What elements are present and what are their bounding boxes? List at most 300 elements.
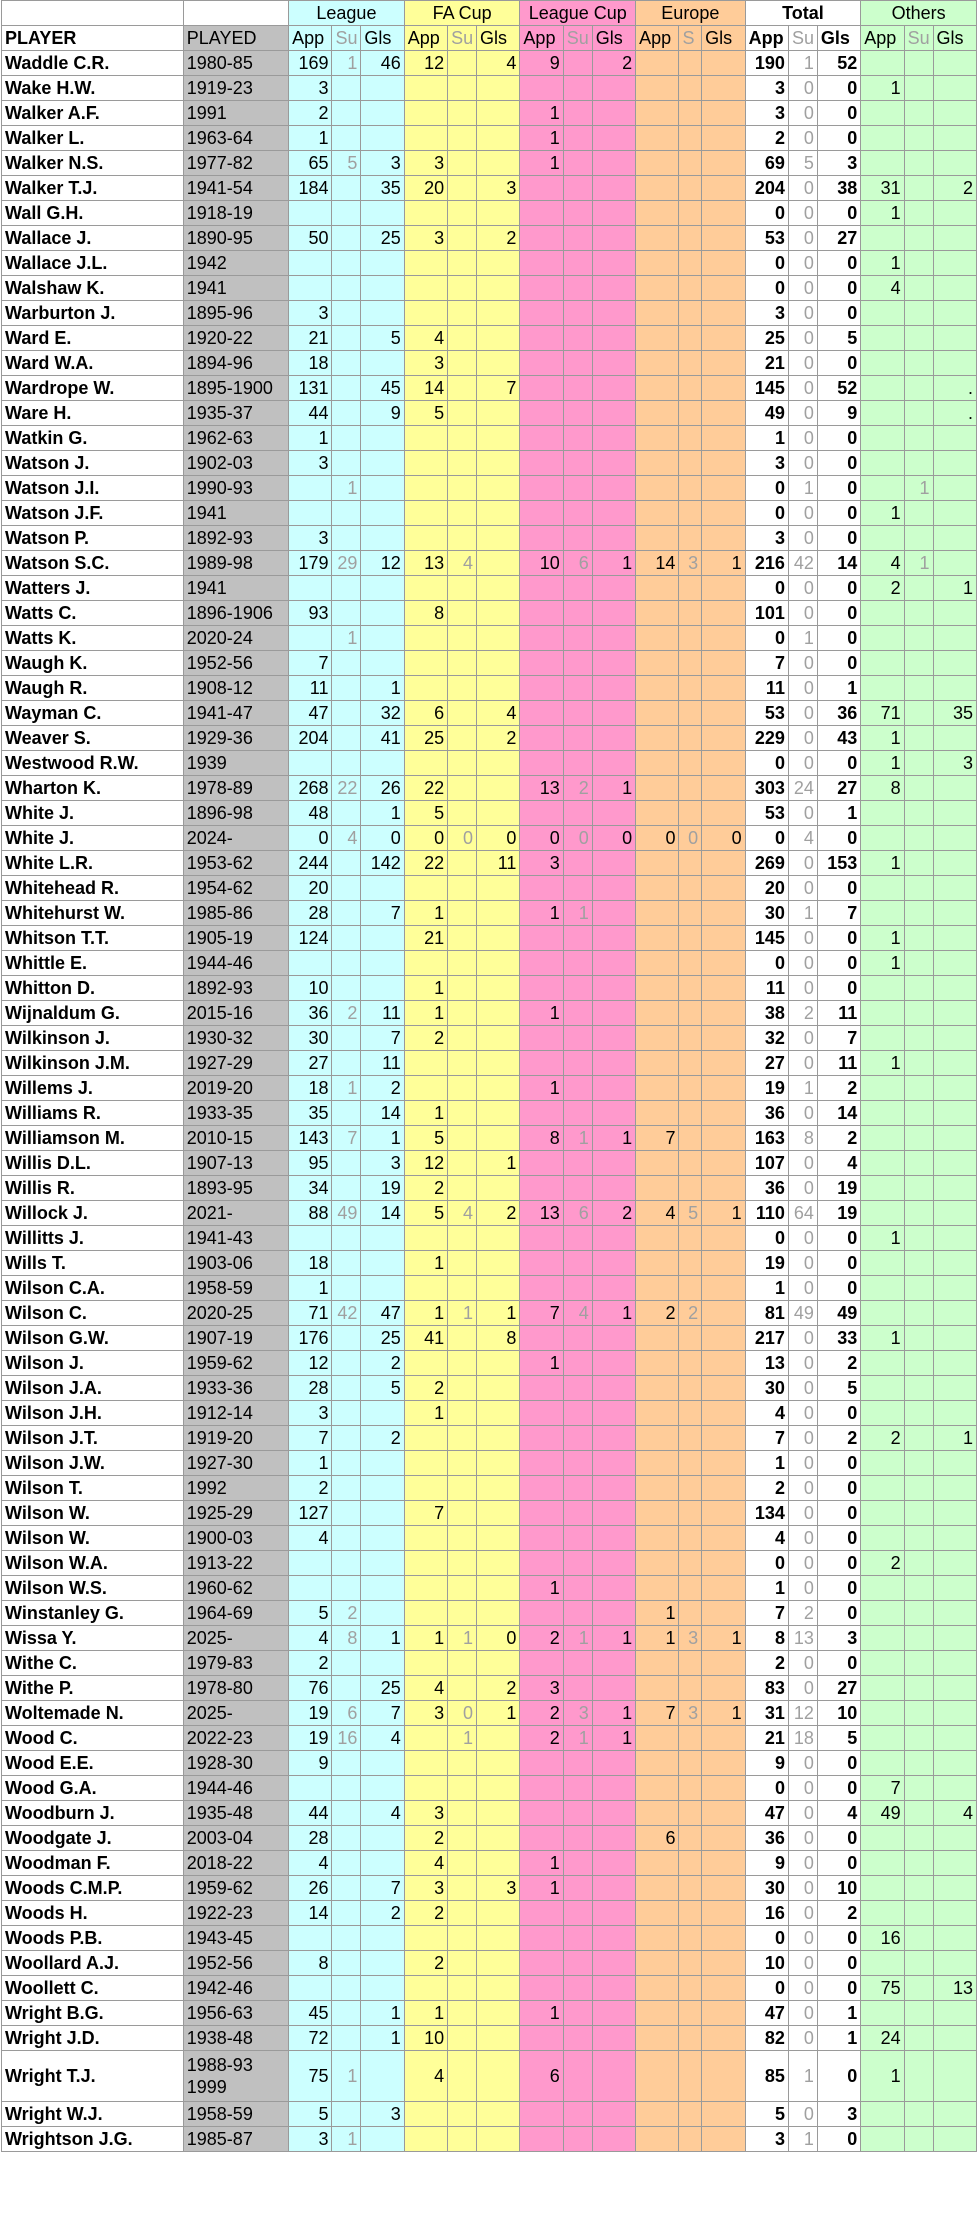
stat-cell bbox=[563, 1751, 592, 1776]
stat-cell bbox=[448, 1376, 477, 1401]
stat-cell bbox=[702, 226, 745, 251]
stat-cell bbox=[933, 1176, 976, 1201]
played-years-text: 1985-86 bbox=[186, 903, 253, 923]
stat-cell bbox=[520, 751, 563, 776]
played-years-text: 1958-59 bbox=[186, 2104, 253, 2124]
stat-cell bbox=[861, 476, 904, 501]
stat-cell bbox=[563, 1026, 592, 1051]
player-name: Wilson J.A. bbox=[2, 1376, 184, 1401]
stat-cell bbox=[636, 1526, 679, 1551]
stat-cell: 0 bbox=[788, 876, 817, 901]
stat-cell: 1 bbox=[520, 1076, 563, 1101]
played-years-text: 1919-23 bbox=[186, 78, 253, 98]
stat-cell bbox=[563, 1526, 592, 1551]
stat-cell: 13 bbox=[933, 1976, 976, 2001]
stat-cell: 1 bbox=[520, 1576, 563, 1601]
table-row bbox=[2, 701, 977, 726]
stat-cell bbox=[904, 951, 933, 976]
stat-cell bbox=[592, 1876, 635, 1901]
stat-cell bbox=[904, 1201, 933, 1226]
stat-cell: 4 bbox=[563, 1301, 592, 1326]
stat-cell bbox=[563, 1676, 592, 1701]
stat-cell: 21 bbox=[404, 926, 447, 951]
stat-cell bbox=[636, 176, 679, 201]
stat-cell: 2 bbox=[592, 1201, 635, 1226]
played-years-text: 1938-48 bbox=[186, 2028, 253, 2048]
played-years-text: 1958-59 bbox=[186, 1278, 253, 1298]
stat-cell bbox=[592, 326, 635, 351]
stat-cell bbox=[592, 701, 635, 726]
stat-cell bbox=[904, 1601, 933, 1626]
stat-cell bbox=[702, 351, 745, 376]
stat-cell: 176 bbox=[289, 1326, 332, 1351]
stat-cell: 0 bbox=[788, 176, 817, 201]
stat-cell: 29 bbox=[332, 551, 361, 576]
table-row bbox=[2, 1526, 977, 1551]
stat-cell bbox=[332, 601, 361, 626]
played-years-text: 1941 bbox=[186, 278, 227, 298]
played-years bbox=[183, 1251, 288, 1276]
stat-cell bbox=[904, 226, 933, 251]
player-name: Wilkinson J.M. bbox=[2, 1051, 184, 1076]
stat-cell: 4 bbox=[636, 1201, 679, 1226]
stat-cell: 0 bbox=[788, 2001, 817, 2026]
stat-cell bbox=[702, 1776, 745, 1801]
stat-cell: 7 bbox=[636, 1701, 679, 1726]
stat-cell: 1 bbox=[448, 1726, 477, 1751]
stat-cell bbox=[904, 376, 933, 401]
stat-cell bbox=[702, 1676, 745, 1701]
table-row bbox=[2, 1776, 977, 1801]
stat-cell bbox=[332, 1476, 361, 1501]
stat-cell bbox=[563, 2026, 592, 2051]
stat-cell: 2 bbox=[361, 1076, 404, 1101]
stat-cell: 1 bbox=[448, 1301, 477, 1326]
sub-header: App bbox=[404, 26, 447, 51]
stat-cell: 0 bbox=[817, 1976, 860, 2001]
stat-cell: 5 bbox=[745, 2102, 788, 2127]
stat-cell bbox=[904, 1751, 933, 1776]
stat-cell: 41 bbox=[404, 1326, 447, 1351]
stat-cell: 0 bbox=[788, 1526, 817, 1551]
stat-cell bbox=[702, 1076, 745, 1101]
stat-cell: 19 bbox=[289, 1726, 332, 1751]
stat-cell: 0 bbox=[788, 1976, 817, 2001]
stat-cell bbox=[563, 326, 592, 351]
stat-cell bbox=[679, 326, 702, 351]
stat-cell: 0 bbox=[745, 1551, 788, 1576]
stat-cell bbox=[636, 251, 679, 276]
stat-cell bbox=[679, 576, 702, 601]
stat-cell bbox=[861, 1151, 904, 1176]
played-years bbox=[183, 1526, 288, 1551]
player-name: Weaver S. bbox=[2, 726, 184, 751]
stat-cell: 4 bbox=[289, 1851, 332, 1876]
stat-cell bbox=[861, 1076, 904, 1101]
stat-cell bbox=[448, 1826, 477, 1851]
stat-cell: 3 bbox=[289, 301, 332, 326]
stat-cell bbox=[592, 151, 635, 176]
table-row bbox=[2, 201, 977, 226]
stat-cell bbox=[904, 1976, 933, 2001]
stat-cell bbox=[448, 901, 477, 926]
stat-cell: 83 bbox=[745, 1676, 788, 1701]
stat-cell bbox=[404, 1051, 447, 1076]
played-years-text: 1905-19 bbox=[186, 928, 253, 948]
stat-cell: 0 bbox=[788, 376, 817, 401]
stat-cell: 5 bbox=[404, 1201, 447, 1226]
played-years-text: 1933-35 bbox=[186, 1103, 253, 1123]
stat-cell bbox=[448, 1801, 477, 1826]
player-name: Warburton J. bbox=[2, 301, 184, 326]
stat-cell bbox=[702, 901, 745, 926]
stat-cell bbox=[332, 2001, 361, 2026]
stat-cell bbox=[448, 851, 477, 876]
stat-cell bbox=[861, 1176, 904, 1201]
stat-cell bbox=[702, 401, 745, 426]
stat-cell bbox=[563, 1276, 592, 1301]
stat-cell bbox=[933, 976, 976, 1001]
stat-cell bbox=[933, 1376, 976, 1401]
stat-cell bbox=[563, 1901, 592, 1926]
stat-cell bbox=[332, 1051, 361, 1076]
stat-cell bbox=[332, 226, 361, 251]
stat-cell bbox=[592, 376, 635, 401]
stat-cell bbox=[520, 276, 563, 301]
table-row bbox=[2, 351, 977, 376]
stat-cell bbox=[520, 1426, 563, 1451]
stat-cell: 28 bbox=[289, 1376, 332, 1401]
stat-cell: 0 bbox=[817, 1451, 860, 1476]
stat-cell: 0 bbox=[817, 976, 860, 1001]
stat-cell: 4 bbox=[861, 551, 904, 576]
stat-cell: 163 bbox=[745, 1126, 788, 1151]
stat-cell bbox=[448, 376, 477, 401]
stat-cell bbox=[861, 526, 904, 551]
played-years bbox=[183, 1276, 288, 1301]
stat-cell: 11 bbox=[745, 976, 788, 1001]
stat-cell bbox=[477, 1576, 520, 1601]
stat-cell bbox=[520, 1326, 563, 1351]
played-years bbox=[183, 851, 288, 876]
stat-cell: 12 bbox=[289, 1351, 332, 1376]
stat-cell bbox=[520, 1226, 563, 1251]
stat-cell bbox=[361, 1651, 404, 1676]
stat-cell bbox=[404, 501, 447, 526]
played-years bbox=[183, 2001, 288, 2026]
stat-cell bbox=[448, 2026, 477, 2051]
played-years bbox=[183, 1201, 288, 1226]
stat-cell bbox=[592, 901, 635, 926]
stat-cell bbox=[702, 501, 745, 526]
played-years-text: 1908-12 bbox=[186, 678, 253, 698]
player-name: Wijnaldum G. bbox=[2, 1001, 184, 1026]
stat-cell: 3 bbox=[404, 226, 447, 251]
played-years-text: 1944-46 bbox=[186, 953, 253, 973]
stat-cell bbox=[636, 1001, 679, 1026]
stat-cell: . bbox=[933, 376, 976, 401]
stat-cell: 49 bbox=[332, 1201, 361, 1226]
stat-cell: 0 bbox=[788, 326, 817, 351]
played-years bbox=[183, 526, 288, 551]
stat-cell: 3 bbox=[679, 551, 702, 576]
stat-cell: 190 bbox=[745, 51, 788, 76]
stat-cell bbox=[636, 951, 679, 976]
played-years-text: 1935-37 bbox=[186, 403, 253, 423]
played-years-text: 1978-80 bbox=[186, 1678, 253, 1698]
stat-cell: 25 bbox=[361, 1326, 404, 1351]
stat-cell bbox=[904, 1276, 933, 1301]
stat-cell: 49 bbox=[861, 1801, 904, 1826]
stat-cell: 31 bbox=[745, 1701, 788, 1726]
stat-cell: 1 bbox=[788, 2127, 817, 2152]
played-years bbox=[183, 451, 288, 476]
played-years bbox=[183, 301, 288, 326]
stat-cell bbox=[904, 1826, 933, 1851]
stat-cell bbox=[477, 801, 520, 826]
stat-cell bbox=[679, 426, 702, 451]
stat-cell bbox=[332, 701, 361, 726]
table-row bbox=[2, 1051, 977, 1076]
played-years-text: 1979-83 bbox=[186, 1653, 253, 1673]
stat-cell: 142 bbox=[361, 851, 404, 876]
stat-cell bbox=[679, 676, 702, 701]
played-years bbox=[183, 576, 288, 601]
stat-cell bbox=[477, 1776, 520, 1801]
sub-header: App bbox=[289, 26, 332, 51]
stat-cell: 0 bbox=[817, 576, 860, 601]
stat-cell bbox=[933, 1251, 976, 1276]
stat-cell bbox=[679, 1351, 702, 1376]
stat-cell bbox=[636, 651, 679, 676]
stat-cell: 45 bbox=[361, 376, 404, 401]
stat-cell bbox=[404, 1076, 447, 1101]
stat-cell: 82 bbox=[745, 2026, 788, 2051]
stat-cell bbox=[448, 976, 477, 1001]
stat-cell bbox=[861, 1526, 904, 1551]
stat-cell: 0 bbox=[817, 351, 860, 376]
stat-cell bbox=[477, 2051, 520, 2102]
stat-cell bbox=[702, 51, 745, 76]
stat-cell bbox=[563, 1476, 592, 1501]
played-years bbox=[183, 1176, 288, 1201]
stat-cell bbox=[904, 501, 933, 526]
stat-cell bbox=[904, 776, 933, 801]
stat-cell bbox=[679, 1851, 702, 1876]
stat-cell bbox=[636, 526, 679, 551]
table-row bbox=[2, 1376, 977, 1401]
stat-cell bbox=[933, 1651, 976, 1676]
stat-cell: 0 bbox=[817, 751, 860, 776]
stat-cell: 1 bbox=[861, 1226, 904, 1251]
played-years-text: 1920-22 bbox=[186, 328, 253, 348]
stat-cell bbox=[904, 1576, 933, 1601]
stat-cell bbox=[448, 801, 477, 826]
stat-cell bbox=[933, 1526, 976, 1551]
stat-cell bbox=[592, 651, 635, 676]
stat-cell bbox=[679, 701, 702, 726]
stat-cell bbox=[636, 701, 679, 726]
stat-cell bbox=[933, 1851, 976, 1876]
played-years-text: 1922-23 bbox=[186, 1903, 253, 1923]
stat-cell bbox=[361, 2127, 404, 2152]
stat-cell bbox=[702, 2127, 745, 2152]
stat-cell: 0 bbox=[745, 626, 788, 651]
stat-cell bbox=[861, 1376, 904, 1401]
player-name: Wrightson J.G. bbox=[2, 2127, 184, 2152]
stat-cell bbox=[636, 2102, 679, 2127]
played-years-text: 2003-04 bbox=[186, 1828, 253, 1848]
stat-cell: 12 bbox=[404, 51, 447, 76]
stat-cell bbox=[861, 2127, 904, 2152]
stat-cell bbox=[636, 2026, 679, 2051]
stat-cell bbox=[702, 126, 745, 151]
column-header-row bbox=[2, 26, 977, 51]
stat-cell: 6 bbox=[404, 701, 447, 726]
stat-cell bbox=[361, 1751, 404, 1776]
player-name: Willock J. bbox=[2, 1201, 184, 1226]
stat-cell: 27 bbox=[817, 1676, 860, 1701]
stat-cell: 5 bbox=[404, 801, 447, 826]
stat-cell bbox=[477, 526, 520, 551]
stat-cell bbox=[702, 1801, 745, 1826]
stat-cell bbox=[332, 426, 361, 451]
stat-cell bbox=[636, 851, 679, 876]
played-years-text: 2024- bbox=[186, 828, 233, 848]
stat-cell bbox=[636, 901, 679, 926]
table-row bbox=[2, 1176, 977, 1201]
stat-cell: 20 bbox=[404, 176, 447, 201]
stat-cell bbox=[361, 451, 404, 476]
stat-cell bbox=[448, 151, 477, 176]
stat-cell: 18 bbox=[289, 1251, 332, 1276]
stat-cell: 0 bbox=[788, 1326, 817, 1351]
stat-cell bbox=[861, 1701, 904, 1726]
stat-cell bbox=[520, 326, 563, 351]
stat-cell bbox=[861, 1501, 904, 1526]
stat-cell bbox=[933, 251, 976, 276]
stat-cell bbox=[404, 526, 447, 551]
stat-cell: 10 bbox=[404, 2026, 447, 2051]
stat-cell bbox=[679, 351, 702, 376]
played-years bbox=[183, 1776, 288, 1801]
stat-cell: 3 bbox=[404, 1876, 447, 1901]
stat-cell bbox=[933, 1226, 976, 1251]
stat-cell bbox=[448, 451, 477, 476]
stat-cell bbox=[332, 1901, 361, 1926]
stat-cell: 27 bbox=[745, 1051, 788, 1076]
stat-cell bbox=[477, 2026, 520, 2051]
stat-cell bbox=[448, 926, 477, 951]
stat-cell bbox=[520, 951, 563, 976]
stat-cell bbox=[477, 1526, 520, 1551]
group-total: Total bbox=[745, 1, 861, 26]
player-name: Watts K. bbox=[2, 626, 184, 651]
stat-cell: 1 bbox=[636, 1626, 679, 1651]
stat-cell bbox=[332, 201, 361, 226]
stat-cell bbox=[861, 1826, 904, 1851]
group-fa-cup: FA Cup bbox=[404, 1, 520, 26]
stat-cell: 3 bbox=[404, 351, 447, 376]
stat-cell bbox=[904, 401, 933, 426]
stat-cell: 0 bbox=[361, 826, 404, 851]
stat-cell bbox=[404, 1651, 447, 1676]
stat-cell bbox=[592, 1001, 635, 1026]
stat-cell: 3 bbox=[817, 2102, 860, 2127]
stat-cell: 3 bbox=[477, 176, 520, 201]
stat-cell: 7 bbox=[817, 1026, 860, 1051]
stat-cell: 0 bbox=[788, 851, 817, 876]
stat-cell bbox=[520, 1601, 563, 1626]
stat-cell bbox=[679, 1601, 702, 1626]
stat-cell: 0 bbox=[817, 1851, 860, 1876]
stat-cell: 11 bbox=[817, 1001, 860, 1026]
stat-cell bbox=[904, 1326, 933, 1351]
stat-cell bbox=[563, 301, 592, 326]
stat-cell bbox=[404, 1551, 447, 1576]
stat-cell: 0 bbox=[817, 1401, 860, 1426]
stat-cell bbox=[679, 726, 702, 751]
stat-cell bbox=[448, 1951, 477, 1976]
player-name: Woollett C. bbox=[2, 1976, 184, 2001]
stat-cell bbox=[679, 1226, 702, 1251]
stat-cell: 0 bbox=[404, 826, 447, 851]
stat-cell bbox=[563, 1876, 592, 1901]
stat-cell: 0 bbox=[788, 426, 817, 451]
stat-cell: 0 bbox=[788, 1226, 817, 1251]
stat-cell: 1 bbox=[404, 1626, 447, 1651]
stat-cell bbox=[361, 926, 404, 951]
played-years bbox=[183, 1001, 288, 1026]
stat-cell: 1 bbox=[788, 51, 817, 76]
stat-cell bbox=[592, 2001, 635, 2026]
stat-cell: 0 bbox=[788, 226, 817, 251]
stat-cell bbox=[679, 1976, 702, 2001]
stat-cell bbox=[904, 1226, 933, 1251]
stat-cell bbox=[904, 2102, 933, 2127]
stat-cell bbox=[448, 1651, 477, 1676]
stat-cell bbox=[592, 1251, 635, 1276]
stat-cell bbox=[448, 701, 477, 726]
played-years-text: 1943-45 bbox=[186, 1928, 253, 1948]
stat-cell bbox=[933, 1126, 976, 1151]
stat-cell bbox=[679, 2102, 702, 2127]
played-years-text: 1892-93 bbox=[186, 528, 253, 548]
stat-cell bbox=[448, 51, 477, 76]
stat-cell: 1 bbox=[289, 1276, 332, 1301]
stat-cell bbox=[563, 1326, 592, 1351]
stat-cell bbox=[563, 1101, 592, 1126]
stat-cell bbox=[904, 1176, 933, 1201]
stat-cell bbox=[520, 801, 563, 826]
stat-cell bbox=[702, 526, 745, 551]
stat-cell: 8 bbox=[745, 1626, 788, 1651]
stat-cell bbox=[702, 1551, 745, 1576]
stat-cell bbox=[636, 1076, 679, 1101]
played-years bbox=[183, 176, 288, 201]
stat-cell bbox=[592, 451, 635, 476]
stat-cell bbox=[861, 1576, 904, 1601]
stat-cell bbox=[592, 751, 635, 776]
stat-cell bbox=[702, 851, 745, 876]
played-years bbox=[183, 1101, 288, 1126]
table-row bbox=[2, 1501, 977, 1526]
played-years bbox=[183, 1826, 288, 1851]
stat-cell: 8 bbox=[289, 1951, 332, 1976]
stat-cell bbox=[477, 476, 520, 501]
stat-cell bbox=[563, 2051, 592, 2102]
stat-cell: 7 bbox=[745, 651, 788, 676]
